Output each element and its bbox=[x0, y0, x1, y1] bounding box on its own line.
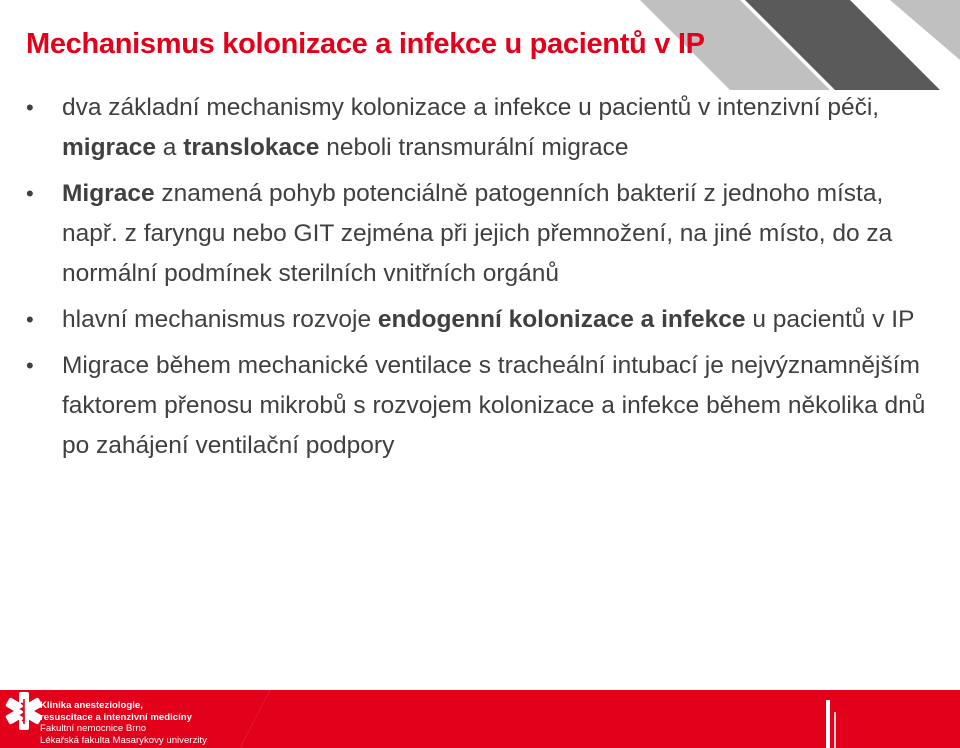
bullet-item bbox=[26, 88, 926, 168]
footer-line-1: Klinika anesteziologie, bbox=[40, 700, 143, 711]
bullet-text: hlavní mechanismus rozvoje bbox=[62, 306, 378, 333]
bullet-text: u pacientů v IP bbox=[745, 306, 915, 333]
bullet-text: znamená pohyb potenciálně patogenních bakterií z jednoho místa, např. z faryngu nebo GIT zejména při jejich přemnožení, na jiné místo, do za normální podmínek sterilních vnitřních orgánů bbox=[62, 180, 893, 287]
bullet-bold-text: endogenní kolonizace a infekce bbox=[377, 306, 746, 333]
bullet-text: neboli transmurální migrace bbox=[319, 134, 629, 161]
bullet-bold-text: Migrace bbox=[62, 180, 155, 207]
bullet-bold-text: translokace bbox=[183, 134, 320, 161]
star-of-life-icon bbox=[4, 690, 44, 732]
footer-divider-thin bbox=[834, 712, 836, 748]
footer-line-4: Lékařská fakulta Masarykovy univerzity bbox=[40, 734, 207, 746]
bullet-item bbox=[26, 346, 926, 466]
footer-line-2: resuscitace a intenzivní medicíny bbox=[40, 711, 192, 723]
bullet-bold-text: migrace bbox=[62, 134, 156, 161]
footer-institution bbox=[40, 700, 207, 746]
bullet-list bbox=[26, 88, 926, 472]
bullet-text: a bbox=[155, 134, 184, 161]
bullet-text: dva základní mechanismy kolonizace a infekce u pacientů v intenzivní péči, bbox=[62, 94, 880, 121]
footer-divider bbox=[826, 700, 830, 748]
page-title: Mechanismus kolonizace a infekce u pacientů v IP bbox=[26, 28, 705, 60]
footer-line-3: Fakultní nemocnice Brno bbox=[40, 723, 147, 734]
bullet-item bbox=[26, 300, 926, 340]
bullet-text: Migrace během mechanické ventilace s tracheální intubací je nejvýznamnějším faktorem přenosu mikrobů s rozvojem kolonizace a infekce během několika dnů po zahájení ventilační podpory bbox=[62, 352, 926, 459]
bullet-item bbox=[26, 174, 926, 294]
